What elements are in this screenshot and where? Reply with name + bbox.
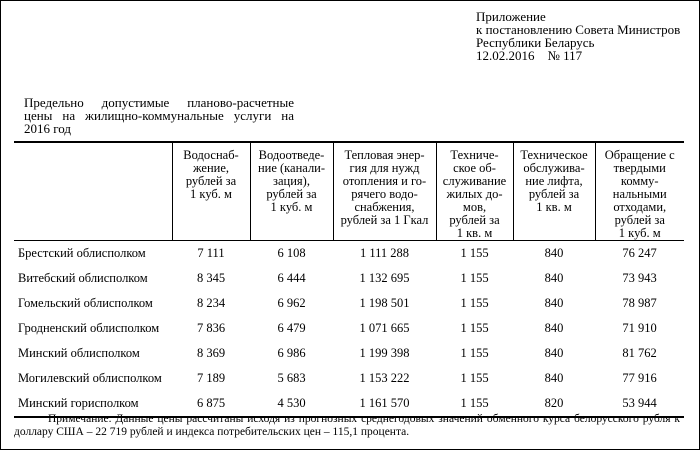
table-header (14, 142, 684, 241)
header-text-line: ние (канали- (257, 161, 326, 175)
price-cell: 1 161 570 (333, 391, 436, 417)
header-text-line: Обращение с (604, 148, 675, 162)
price-cell: 1 155 (460, 246, 489, 260)
price-cell: 6 986 (277, 346, 306, 360)
price-cell: 1 132 695 (359, 271, 410, 285)
header-cell-empty (14, 142, 172, 241)
table-row (14, 241, 684, 267)
header-text-line: ское об- (453, 161, 496, 175)
price-cell: 7 189 (196, 371, 226, 385)
header-text-line: Водоотведе- (258, 148, 325, 162)
price-cell: 77 916 (622, 371, 657, 385)
header-text-line: Тепловая энер- (344, 148, 425, 162)
header-text-line: ние лифта, (525, 174, 583, 188)
header-text-line: Техниче- (450, 148, 499, 162)
price-cell: 840 (544, 346, 564, 360)
table-row (14, 341, 684, 366)
header-text-line: зация), (273, 174, 310, 188)
price-cell: 1 155 (460, 321, 489, 335)
header-text-line: рублей за (266, 187, 317, 201)
price-cell: 1 198 501 (359, 296, 410, 310)
header-text-line: Техническое (520, 148, 588, 162)
price-cell: 1 199 398 (359, 346, 410, 360)
price-cell: 840 (544, 321, 564, 335)
price-cell: 6 444 (277, 271, 306, 285)
price-cell: 1 111 288 (359, 246, 410, 260)
price-cell: 1 155 (460, 296, 489, 310)
row-authority-name: Брестский облисполком (18, 246, 146, 260)
price-cell: 81 762 (622, 346, 657, 360)
header-text-line: жение, (192, 161, 230, 175)
title-line: Предельно допустимые планово-расчетные (24, 95, 294, 110)
table-row (14, 316, 684, 341)
row-authority-name: Гомельский облисполком (18, 296, 153, 310)
document-title (24, 96, 294, 135)
row-authority-name: Витебский облисполком (18, 271, 148, 285)
header-text-line: мов, (462, 200, 487, 214)
footnote: Примечание. Данные цены рассчитаны исходя из прогнозных среднегодовых значений обменного курса белорусского рубля к доллару США – 22 719 рублей и индекса потребительских цен – 115,1 процента. (14, 413, 680, 438)
price-cell: 4 530 (250, 391, 333, 417)
appendix-line: к постановлению Совета Министров (476, 22, 681, 37)
price-cell: 8 234 (196, 296, 226, 310)
price-cell: 78 987 (622, 296, 657, 310)
price-cell: 840 (544, 296, 564, 310)
header-row (14, 142, 684, 241)
row-authority-name: Могилевский облисполком (18, 371, 162, 385)
row-authority-name: Минский облисполком (18, 346, 140, 360)
price-cell: 73 943 (622, 271, 657, 285)
header-solid-waste (595, 142, 684, 241)
price-cell: 820 (513, 391, 595, 417)
price-cell: 840 (544, 371, 564, 385)
header-text-line: служивание (442, 174, 507, 188)
header-text-line: рублей за (528, 187, 580, 201)
price-cell: 1 153 222 (359, 371, 410, 385)
header-text-line: твердыми комму- (613, 161, 666, 188)
appendix-line: Приложение (476, 9, 546, 24)
header-text-line: рублей за 1 Гкал (340, 213, 429, 227)
appendix-block (476, 10, 680, 62)
header-text-line: обслужива- (523, 161, 585, 175)
header-elevator-maintenance (513, 142, 595, 241)
header-text-line: нальными (612, 187, 667, 201)
header-text-line: Водоснаб- (183, 148, 239, 162)
header-sewerage (250, 142, 333, 241)
price-cell: 1 155 (460, 271, 489, 285)
row-authority-name: Гродненский облисполком (18, 321, 160, 335)
price-cell: 1 155 (460, 346, 489, 360)
price-cell: 1 155 (436, 391, 513, 417)
header-text-line: 1 куб. м (190, 187, 232, 201)
header-heat-energy (333, 142, 436, 241)
header-text-line: отопления и го- (342, 174, 427, 188)
price-cell: 71 910 (622, 321, 657, 335)
header-text-line: гия для нужд (349, 161, 420, 175)
header-water-supply (172, 142, 250, 241)
price-cell: 76 247 (622, 246, 657, 260)
table-row (14, 291, 684, 316)
price-cell: 7 111 (197, 246, 225, 260)
header-text-line: снабжения, (354, 200, 415, 214)
price-cell: 7 836 (196, 321, 226, 335)
title-line: 2016 год (24, 121, 71, 136)
row-authority-name: Минский горисполком (14, 391, 172, 417)
table-row (14, 266, 684, 291)
price-cell: 840 (544, 246, 564, 260)
header-housing-maintenance (436, 142, 513, 241)
price-cell: 1 071 665 (359, 321, 410, 335)
appendix-date-number: 12.02.2016 № 117 (476, 48, 583, 63)
header-text-line: жилых до- (446, 187, 503, 201)
price-cell: 53 944 (595, 391, 684, 417)
price-cell: 6 875 (172, 391, 250, 417)
header-text-line: рублей за (449, 213, 500, 227)
price-cell: 5 683 (277, 371, 306, 385)
header-text-line: 1 кв. м (456, 226, 493, 240)
header-text-line: рячего водо- (351, 187, 418, 201)
price-table (14, 141, 684, 418)
price-cell: 840 (544, 271, 564, 285)
header-text-line: 1 кв. м (536, 200, 572, 214)
price-cell: 6 108 (277, 246, 306, 260)
table-row (14, 366, 684, 391)
header-text-line: рублей за (185, 174, 237, 188)
price-cell: 6 962 (277, 296, 306, 310)
price-cell: 8 369 (196, 346, 226, 360)
price-cell: 8 345 (196, 271, 226, 285)
appendix-line: Республики Беларусь (476, 35, 595, 50)
title-line: цены на жилищно-коммунальные услуги на (24, 108, 294, 123)
header-text-line: рублей за (614, 213, 665, 227)
price-cell: 1 155 (460, 371, 489, 385)
header-text-line: 1 куб. м (270, 200, 313, 214)
table-body (14, 241, 684, 418)
price-cell: 6 479 (277, 321, 306, 335)
header-text-line: 1 куб. м (618, 226, 661, 240)
header-text-line: отходами, (613, 200, 667, 214)
